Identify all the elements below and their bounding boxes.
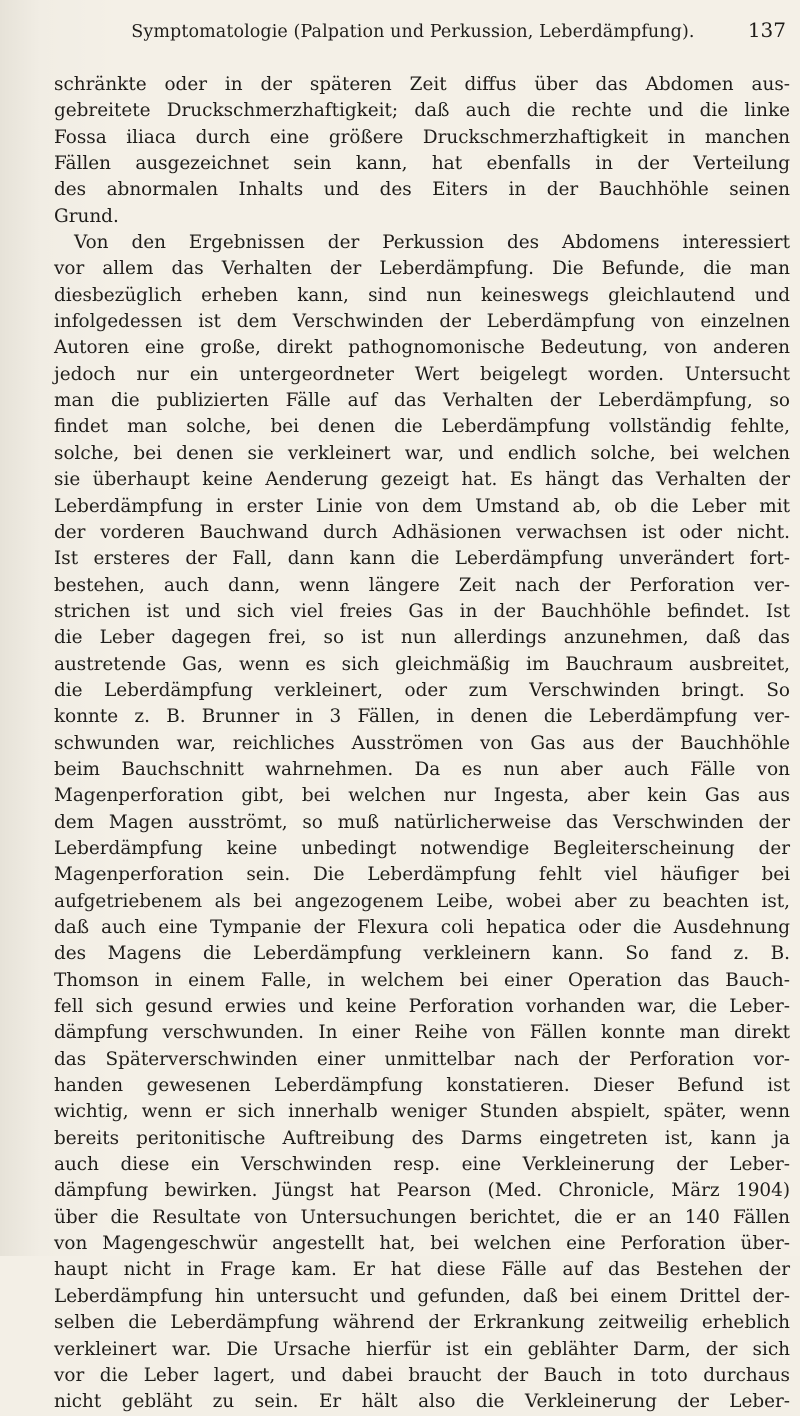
text-line: der vorderen Bauchwand durch Adhäsionen verwachsen ist oder nicht.: [54, 521, 790, 543]
text-line: vor allem das Verhalten der Leberdämpfung. Die Befunde, die man: [54, 258, 790, 280]
text-line: schränkte oder in der späteren Zeit diffus über das Abdomen aus-: [54, 74, 790, 95]
text-line: infolgedessen ist dem Verschwinden der Leberdämpfung von einzelnen: [54, 311, 790, 333]
text-line: Grund.: [54, 205, 119, 227]
text-line: dem Magen ausströmt, so muß natürlicherweise das Verschwinden der: [54, 811, 790, 833]
text-line: Ist ersteres der Fall, dann kann die Leberdämpfung unverändert fort-: [54, 548, 790, 570]
text-line: selben die Leberdämpfung während der Erkrankung zeitweilig erheblich: [54, 1312, 790, 1334]
text-line: daß auch eine Tympanie der Flexura coli hepatica oder die Ausdehnung: [54, 917, 790, 938]
text-line: solche, bei denen sie verkleinert war, und endlich solche, bei welchen: [54, 442, 790, 464]
text-line: des Magens die Leberdämpfung verkleinern kann. So fand z. B.: [54, 943, 790, 965]
text-line: Leberdämpfung in erster Linie von dem Umstand ab, ob die Leber mit: [54, 495, 790, 517]
text-line: vor die Leber lagert, und dabei braucht der Bauch in toto durchaus: [54, 1364, 790, 1386]
text-line: Magenperforation sein. Die Leberdämpfung fehlt viel häufiger bei: [54, 864, 790, 886]
text-line: jedoch nur ein untergeordneter Wert beigelegt worden. Untersucht: [54, 363, 790, 385]
text-line: man die publizierten Fälle auf das Verhalten der Leberdämpfung, so: [54, 390, 790, 412]
text-line: des abnormalen Inhalts und des Eiters in der Bauchhöhle seinen: [54, 179, 790, 201]
text-line: Fossa iliaca durch eine größere Druckschmerzhaftigkeit in manchen: [54, 126, 790, 148]
body-text: [54, 72, 790, 1416]
text-line: auch diese ein Verschwinden resp. eine Verkleinerung der Leber-: [54, 1154, 790, 1176]
text-line: diesbezüglich erheben kann, sind nun keineswegs gleichlautend und: [54, 284, 790, 306]
text-line: gebreitete Druckschmerzhaftigkeit; daß auch die rechte und die linke: [54, 100, 790, 122]
text-line: fell sich gesund erwies und keine Perforation vorhanden war, die Leber-: [54, 996, 790, 1018]
text-line: findet man solche, bei denen die Leberdämpfung vollständig fehlte,: [54, 416, 790, 438]
text-line: dämpfung verschwunden. In einer Reihe von Fällen konnte man direkt: [54, 1022, 790, 1044]
text-line: haupt nicht in Frage kam. Er hat diese Fälle auf das Bestehen der: [54, 1259, 790, 1281]
text-line: das Späterverschwinden einer unmittelbar nach der Perforation vor-: [54, 1048, 790, 1070]
text-line: strichen ist und sich viel freies Gas in der Bauchhöhle befindet. Ist: [54, 600, 790, 622]
text-line: sie überhaupt keine Aenderung gezeigt hat. Es hängt das Verhalten der: [54, 469, 790, 491]
page-number: 137: [747, 18, 786, 42]
text-line: beim Bauchschnitt wahrnehmen. Da es nun aber auch Fälle von: [54, 758, 790, 780]
text-line: dämpfung bewirken. Jüngst hat Pearson (Med. Chronicle, März 1904): [54, 1180, 790, 1202]
page-header: [90, 18, 790, 50]
text-line: bestehen, auch dann, wenn längere Zeit nach der Perforation ver-: [54, 574, 790, 596]
text-line: die Leberdämpfung verkleinert, oder zum Verschwinden bringt. So: [54, 679, 790, 701]
text-line: Von den Ergebnissen der Perkussion des Abdomens interessiert: [74, 232, 790, 254]
text-line: über die Resultate von Untersuchungen berichtet, die er an 140 Fällen: [54, 1206, 790, 1228]
text-line: Leberdämpfung hin untersucht und gefunden, daß bei einem Drittel der-: [54, 1285, 790, 1307]
text-line: verkleinert war. Die Ursache hierfür ist ein geblähter Darm, der sich: [54, 1338, 790, 1360]
running-head: Symptomatologie (Palpation und Perkussion, Leberdämpfung).: [131, 22, 695, 42]
text-line: Magenperforation gibt, bei welchen nur Ingesta, aber kein Gas aus: [54, 785, 790, 807]
text-line: handen gewesenen Leberdämpfung konstatieren. Dieser Befund ist: [54, 1075, 790, 1097]
text-line: bereits peritonitische Auftreibung des Darms eingetreten ist, kann ja: [54, 1127, 790, 1149]
text-line: nicht gebläht zu sein. Er hält also die Verkleinerung der Leber-: [54, 1391, 790, 1413]
text-line: Leberdämpfung keine unbedingt notwendige Begleiterscheinung der: [54, 837, 790, 859]
text-line: von Magengeschwür angestellt hat, bei welchen eine Perforation über-: [54, 1233, 790, 1255]
text-line: austretende Gas, wenn es sich gleichmäßig im Bauchraum ausbreitet,: [54, 653, 790, 675]
text-line: schwunden war, reichliches Ausströmen von Gas aus der Bauchhöhle: [54, 732, 790, 754]
text-line: konnte z. B. Brunner in 3 Fällen, in denen die Leberdämpfung ver-: [54, 706, 790, 728]
text-line: wichtig, wenn er sich innerhalb weniger Stunden abspielt, später, wenn: [54, 1101, 790, 1123]
text-line: Autoren eine große, direkt pathognomonische Bedeutung, von anderen: [54, 337, 790, 359]
text-line: Thomson in einem Falle, in welchem bei einer Operation das Bauch-: [54, 969, 790, 991]
text-line: die Leber dagegen frei, so ist nun allerdings anzunehmen, daß das: [54, 627, 790, 649]
text-line: aufgetriebenem als bei angezogenem Leibe, wobei aber zu beachten ist,: [54, 890, 790, 912]
text-line: Fällen ausgezeichnet sein kann, hat ebenfalls in der Verteilung: [54, 153, 790, 175]
